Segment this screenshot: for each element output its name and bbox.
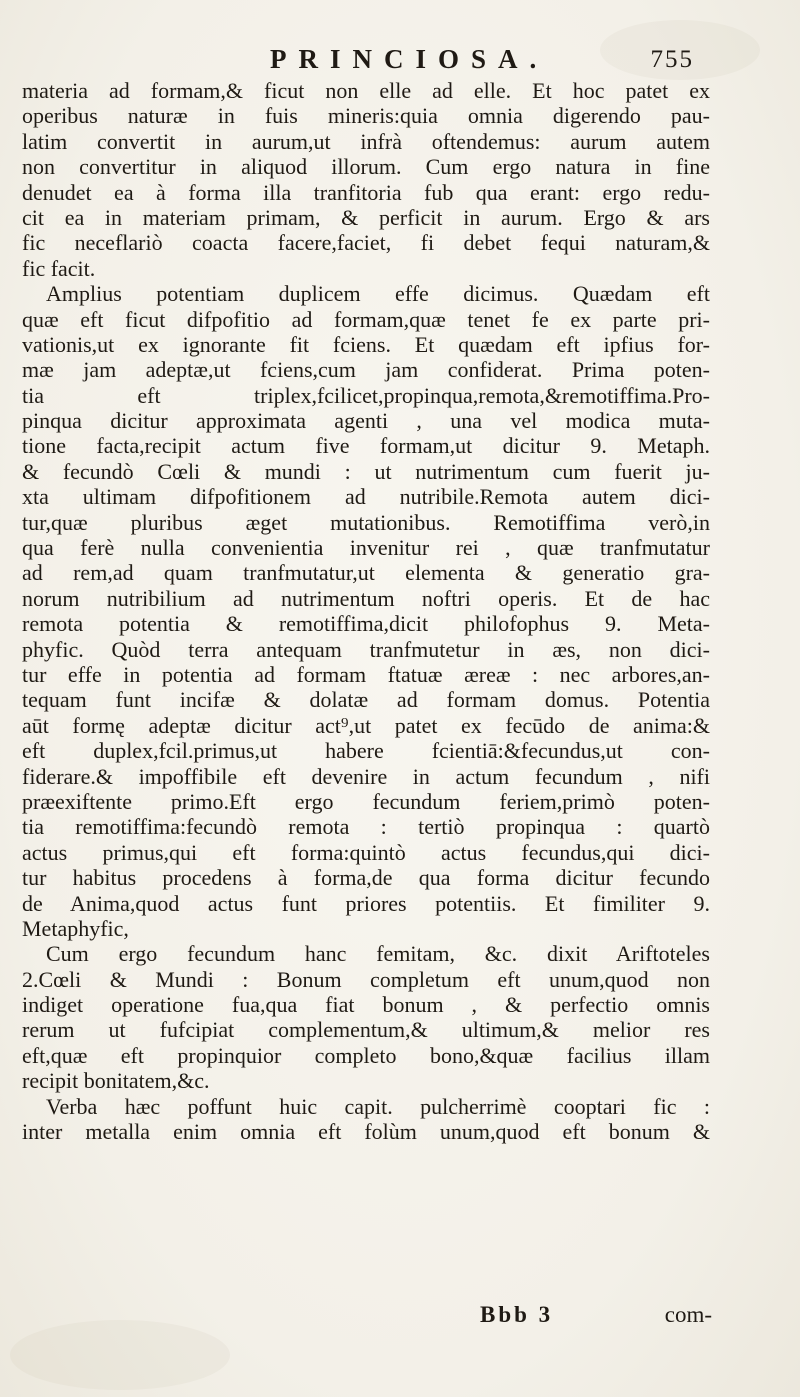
text-line: tione facta,recipit actum five formam,ut dicitur 9. Metaph. (22, 433, 710, 459)
body-text (22, 78, 710, 1144)
text-line: tia remotiffima:fecundò remota : tertiò propinqua : quartò (22, 814, 710, 840)
text-line: vationis,ut ex ignorante fit fciens. Et quædam eft ipfius for- (22, 331, 710, 357)
page-number: 755 (650, 46, 694, 73)
text-line: operibus naturæ in fuis mineris:quia omnia digerendo pau- (22, 103, 710, 129)
signature-mark: Bbb 3 (480, 1302, 554, 1327)
text-line: rerum ut fufcipiat complementum,& ultimum,& melior res (22, 1017, 710, 1043)
text-line: norum nutribilium ad nutrimentum noftri operis. Et de hac (22, 585, 710, 611)
text-line: recipit bonitatem,&c. (22, 1068, 210, 1094)
text-line: eft,quæ eft propinquior completo bono,&quæ facilius illam (22, 1042, 710, 1068)
text-line: remota potentia & remotiffima,dicit philofophus 9. Meta- (22, 611, 710, 637)
text-line: ad rem,ad quam tranfmutatur,ut elementa & generatio gra- (22, 560, 710, 586)
catchword: com- (664, 1302, 712, 1327)
text-line: tequam funt incifæ & dolatæ ad formam domus. Potentia (22, 687, 710, 713)
text-line: cit ea in materiam primam, & perficit in aurum. Ergo & ars (22, 204, 710, 230)
text-line: tur habitus procedens à forma,de qua forma dicitur fecundo (22, 865, 710, 891)
text-line: fiderare.& impoffibile eft devenire in actum fecundum , nifi (22, 763, 710, 789)
text-line: fic neceflariò coacta facere,faciet, fi debet fequi naturam,& (22, 230, 710, 256)
text-line: non convertitur in aliquod illorum. Cum ergo natura in fine (22, 154, 710, 180)
text-line: Metaphyfic, (22, 915, 129, 941)
text-line: Verba hæc poffunt huic capit. pulcherrimè cooptari fic : (46, 1093, 710, 1119)
text-line: præexiftente primo.Eft ergo fecundum feriem,primò poten- (22, 788, 710, 814)
text-line: fic facit. (22, 255, 96, 281)
page-footer (480, 1302, 712, 1330)
running-head: PRINCIOSA. (270, 44, 549, 74)
text-line: denudet ea à forma illa tranfitoria fub qua erant: ergo redu- (22, 179, 710, 205)
text-line: Amplius potentiam duplicem effe dicimus. Quædam eft (46, 281, 710, 307)
text-line: 2.Cœli & Mundi : Bonum completum eft unum,quod non (22, 966, 710, 992)
text-line: de Anima,quod actus funt priores potentiis. Et fimiliter 9. (22, 890, 710, 916)
text-line: tur effe in potentia ad formam ftatuæ æreæ : nec arbores,an- (22, 661, 710, 687)
text-line: actus primus,qui eft forma:quintò actus fecundus,qui dici- (22, 839, 710, 865)
text-line: Cum ergo fecundum hanc femitam, &c. dixit Ariftoteles (46, 941, 710, 967)
text-line: mæ jam adeptæ,ut fciens,cum jam confiderat. Prima poten- (22, 357, 710, 383)
text-line: tia eft triplex,fcilicet,propinqua,remota,&remotiffima.Pro- (22, 382, 710, 408)
text-line: qua ferè nulla convenientia invenitur rei , quæ tranfmutatur (22, 535, 710, 561)
text-line: & fecundò Cœli & mundi : ut nutrimentum cum fuerit ju- (22, 458, 710, 484)
text-line: eft duplex,fcil.primus,ut habere fcientiā:&fecundus,ut con- (22, 738, 710, 764)
text-line: quæ eft ficut difpofitio ad formam,quæ tenet fe ex parte pri- (22, 306, 710, 332)
text-line: xta ultimam difpofitionem ad nutribile.Remota autem dici- (22, 484, 710, 510)
text-line: pinqua dicitur approximata agenti , una vel modica muta- (22, 408, 710, 434)
text-line: tur,quæ pluribus æget mutationibus. Remotiffima verò,in (22, 509, 710, 535)
text-line: latim convertit in aurum,ut infrà oftendemus: aurum autem (22, 128, 710, 154)
text-line: indiget operatione fua,qua fiat bonum , & perfectio omnis (22, 992, 710, 1018)
paper-stain (10, 1320, 230, 1390)
text-line: phyfic. Quòd terra antequam tranfmutetur in æs, non dici- (22, 636, 710, 662)
text-line: materia ad formam,& ficut non elle ad elle. Et hoc patet ex (22, 78, 710, 103)
text-line: inter metalla enim omnia eft folùm unum,quod eft bonum & (22, 1119, 710, 1145)
page-header (270, 44, 694, 76)
text-line: aūt formę adeptæ dicitur act⁹,ut patet ex fecūdo de anima:& (22, 712, 710, 738)
